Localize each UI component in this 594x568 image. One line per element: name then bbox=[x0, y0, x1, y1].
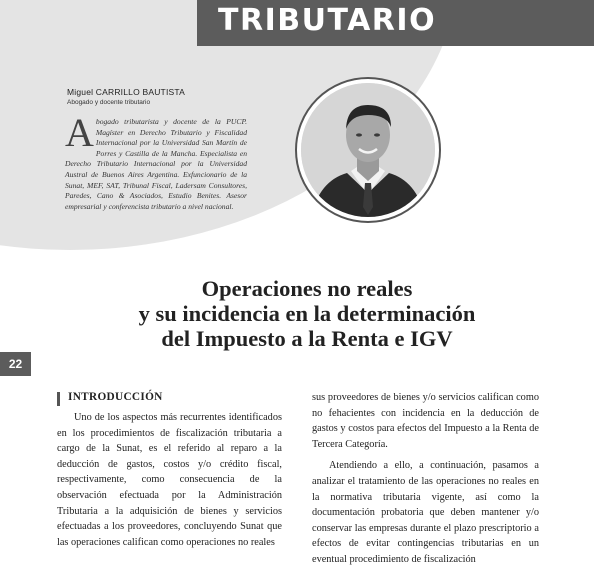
left-column bbox=[57, 410, 282, 550]
author-photo bbox=[301, 83, 435, 217]
page-number: 22 bbox=[0, 352, 31, 376]
section-heading: INTRODUCCIÓN bbox=[68, 391, 163, 403]
section-marker bbox=[57, 392, 60, 406]
intro-paragraph: Uno de los aspectos más recurrentes identificados en los procedimientos de fiscalización tributaria a cargo de la Sunat, es el referido al reparo a la deducción de gastos, costos y/o crédito fiscal, respectivamente, como consecuencia de la observación efectuada por la Administración Tributaria a la adquisición de bienes y servicios efectuadas a los proveedores, concluyendo Sunat que las operaciones califican como operaciones no reales bbox=[57, 412, 282, 548]
author-name: Miguel CARRILLO BAUTISTA bbox=[67, 87, 186, 97]
article-title-line-1: Operaciones no reales bbox=[201, 276, 413, 301]
author-role: Abogado y docente tributario bbox=[67, 99, 151, 106]
bio-text: bogado tributarista y docente de la PUCP. Magíster en Derecho Tributario y Fiscalidad Internacional por la Universidad San Martín de Porres y Castilla de la Mancha. Especialista en Derecho Tributario Internacional por la Universidad Austral de Buenos Aires Argentina. Exfuncionario de la Sunat, MEF, SAT, Tribunal Fiscal, Ladersam Consultores, Paredes, Cano & Asociados, Estudio Benites. Asesor empresarial y conferencista tributario a nivel nacional. bbox=[65, 117, 247, 211]
article-title bbox=[60, 276, 554, 351]
author-portrait-illustration bbox=[301, 83, 435, 217]
author-bio bbox=[65, 110, 247, 212]
section-banner-title: TRIBUTARIO bbox=[218, 3, 437, 38]
right-paragraph-2: Atendiendo a ello, a continuación, pasamos a analizar el tratamiento de las operaciones no reales en la normativa tributaria vigente, así como la documentación probatoria que deben mantener y/o conservar las empresas durante el plazo prescriptorio a efectos de evitar contingencias tributarias en un eventual procedimiento de fiscalización bbox=[312, 460, 539, 565]
bio-drop-cap: A bbox=[65, 110, 94, 155]
right-paragraph-1: sus proveedores de bienes y/o servicios califican como no fehacientes con incidencia en la deducción de gastos y costos para efectos del Impuesto a la Renta de Tercera Categoría. bbox=[312, 392, 539, 450]
article-title-line-3: del Impuesto a la Renta e IGV bbox=[161, 326, 453, 351]
article-title-line-2: y su incidencia en la determinación bbox=[138, 301, 476, 326]
right-column bbox=[312, 390, 539, 568]
